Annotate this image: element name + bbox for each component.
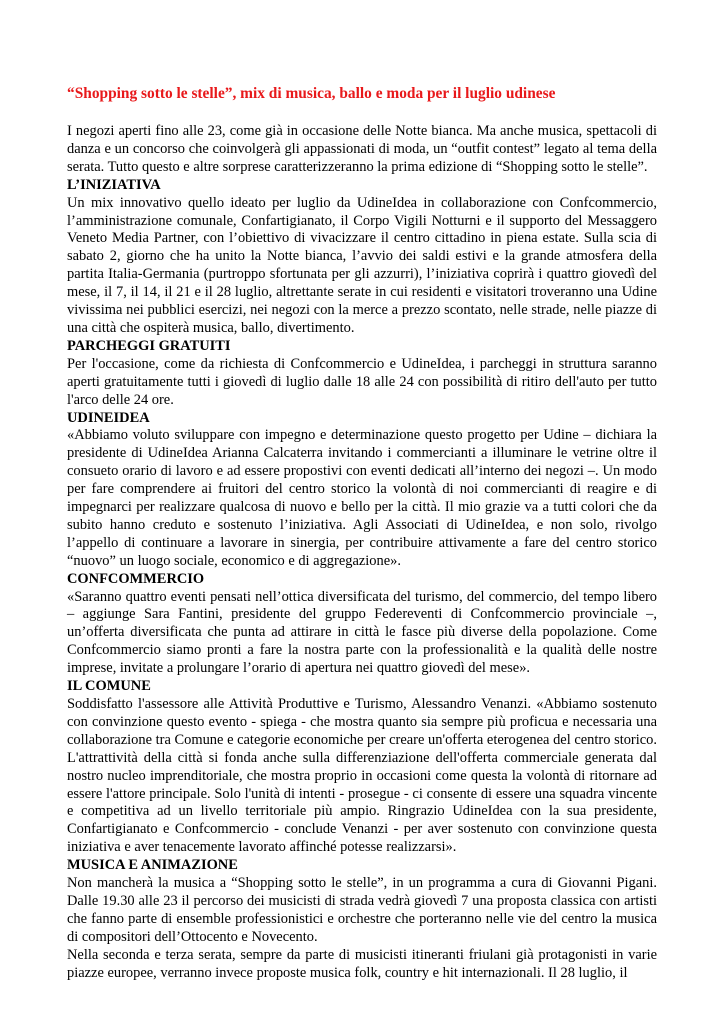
section-paragraph-parcheggi: Per l'occasione, come da richiesta di Confcommercio e UdineIdea, i parcheggi in struttura saranno aperti gratuitamente tutti i giovedì di luglio dalle 18 alle 24 con possibilità di ritiro dell'auto per tutto l'arco delle 24 ore.: [67, 355, 657, 408]
section-heading-iniziativa: L’INIZIATIVA: [67, 176, 161, 193]
section-paragraph-iniziativa: Un mix innovativo quello ideato per luglio da UdineIdea in collaborazione con Confcommercio, l’amministrazione comunale, Confartigianato, il Corpo Vigili Notturni e il supporto del Messaggero Veneto Media Partner, con l’obiettivo di vivacizzare il centro cittadino in piena estate. Sulla scia di sabato 2, giorno che ha unito la Notte bianca, l’avvio dei saldi estivi e la grande atmosfera della partita Italia-Germania (purtroppo sfortunata per gli azzurri), l’iniziativa coprirà i quattro giovedì del mese, il 7, il 14, il 21 e il 28 luglio, altrettante serate in cui residenti e visitatori troveranno una Udine vivissima nei pubblici esercizi, nei negozi con la merce a prezzo scontato, nelle strade, nelle piazze di una città che ospiterà musica, ballo, divertimento.: [67, 194, 657, 336]
article-title: “Shopping sotto le stelle”, mix di musica, ballo e moda per il luglio udinese: [67, 85, 556, 102]
section-heading-parcheggi: PARCHEGGI GRATUITI: [67, 337, 231, 354]
section-paragraph-confcommercio: «Saranno quattro eventi pensati nell’ottica diversificata del turismo, del commercio, del tempo libero – aggiunge Sara Fantini, presidente del gruppo Federeventi di Confcommercio provinciale –, un’offerta diversificata che punta ad attirare in città le fasce più diverse della popolazione. Come Confcommercio siamo pronti a fare la nostra parte con la professionalità e la qualità delle nostre imprese, invitate a prolungare l’orario di apertura nei quattro giovedì del mese».: [67, 588, 657, 677]
section-paragraph-musica-1: Non mancherà la musica a “Shopping sotto le stelle”, in un programma a cura di Giovanni Pigani. Dalle 19.30 alle 23 il percorso dei musicisti di strada vedrà giovedì 7 una proposta classica con artisti che fanno parte di ensemble professionistici e orchestre che porteranno nelle vie del centro la musica di compositori dell’Ottocento e Novecento.: [67, 875, 657, 945]
section-heading-comune: IL COMUNE: [67, 678, 151, 695]
document-page: [67, 84, 657, 983]
section-paragraph-musica-2: Nella seconda e terza serata, sempre da parte di musicisti itineranti friulani già protagonisti in varie piazze europee, verranno invece proposte musica folk, country e hit internazionali. Il 28 luglio, il: [67, 946, 657, 981]
section-heading-musica: MUSICA E ANIMAZIONE: [67, 857, 238, 874]
section-paragraph-udineidea: «Abbiamo voluto sviluppare con impegno e determinazione questo progetto per Udine – dichiara la presidente di UdineIdea Arianna Calcaterra invitando i commercianti a illuminare le vetrine oltre il consueto orario di lavoro e ad essere propostivi con eventi dedicati all’interno dei negozi –. Un modo per fare comprendere ai fruitori del centro storico la volontà di noi commercianti di reagire e di impegnarci per realizzare qualcosa di nuovo e bello per la città. Il mio grazie va a tutti colori che da subito hanno creduto e sostenuto l’iniziativa. Agli Associati di UdineIdea, e non solo, rivolgo l’appello di continuare a lavorare in sinergia, per contribuire attivamente a fare del centro storico “nuovo” un luogo sociale, economico e di aggregazione».: [67, 427, 657, 569]
section-paragraph-comune: Soddisfatto l'assessore alle Attività Produttive e Turismo, Alessandro Venanzi. «Abbiamo sostenuto con convinzione questo evento - spiega - che mostra quanto sia sempre più proficua e necessaria una collaborazione tra Comune e categorie economiche per creare un'offerta eterogenea del centro storico. L'attrattività della città si fonda anche sulla differenziazione dell'offerta commerciale generata dal nostro nucleo imprenditoriale, che mostra proprio in occasioni come questa la volontà di ritornare ad essere l'attore principale. Solo l'unità di intenti - prosegue - ci consente di essere una squadra vincente e competitiva ad un livello territoriale più ampio. Ringrazio UdineIdea con la sua presidente, Confartigianato e Confcommercio - conclude Venanzi - per aver sostenuto con convinzione questa iniziativa e aver tenacemente lavorato affinché potesse realizzarsi».: [67, 696, 657, 856]
section-heading-confcommercio: CONFCOMMERCIO: [67, 570, 205, 587]
section-heading-udineidea: UDINEIDEA: [67, 409, 150, 426]
intro-paragraph: I negozi aperti fino alle 23, come già in occasione delle Notte bianca. Ma anche musica, spettacoli di danza e un concorso che coinvolgerà gli appassionati di moda, un “outfit contest” legato al tema della serata. Tutto questo e altre sorprese caratterizzeranno la prima edizione di “Shopping sotto le stelle”.: [67, 123, 657, 175]
